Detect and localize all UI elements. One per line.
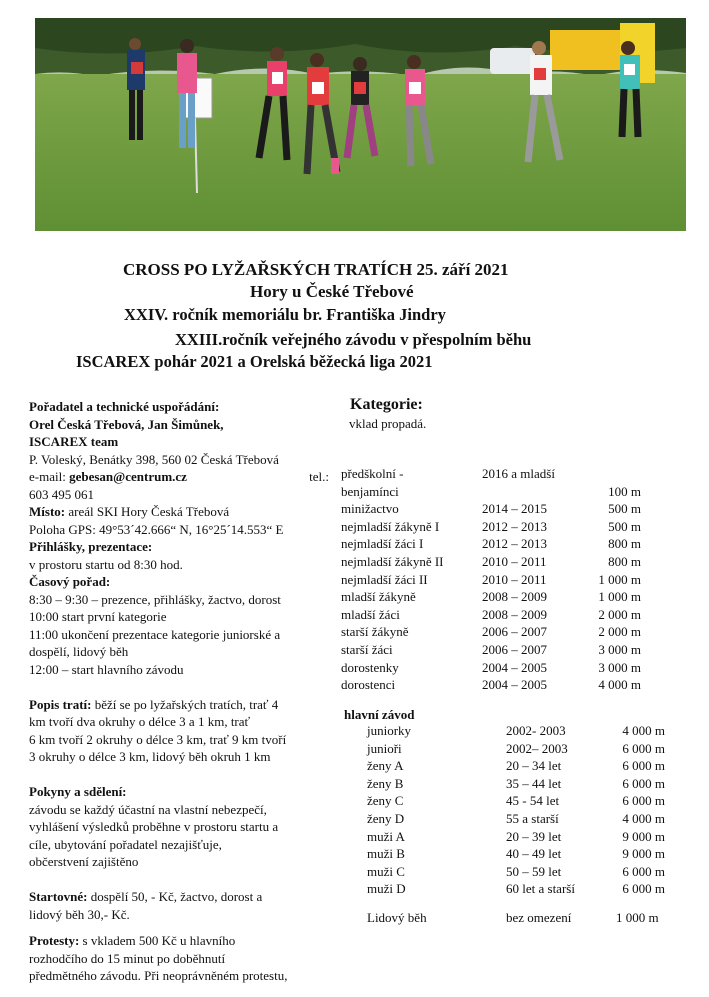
category-distance: 3 000 m — [598, 659, 641, 675]
place-label: Místo: — [29, 504, 66, 519]
category-years: 2004 – 2005 — [482, 659, 547, 675]
category-distance: 6 000 m — [622, 793, 665, 809]
category-years: 2004 – 2005 — [482, 677, 547, 693]
category-age: 50 – 59 let — [506, 863, 562, 879]
info-column — [29, 398, 329, 985]
schedule-item: 11:00 ukončení prezentace kategorie juniorské a — [29, 626, 281, 642]
category-distance: 6 000 m — [622, 758, 665, 774]
category-name: nejmladší žáci I — [341, 536, 424, 552]
category-distance: 2 000 m — [598, 606, 641, 622]
category-years: 2008 – 2009 — [482, 606, 547, 622]
category-name: muži D — [367, 881, 406, 897]
protest-line: předmětného závodu. Při neoprávněném protestu, — [29, 968, 288, 983]
category-years: 2012 – 2013 — [482, 518, 547, 534]
main-race-heading: hlavní závod — [344, 707, 415, 722]
category-name: dorostenky — [341, 659, 399, 675]
fee-line: Startovné: dospělí 50, - Kč, žactvo, dorost a — [29, 889, 263, 904]
category-age: 45 - 54 let — [506, 793, 560, 809]
category-name: minižactvo — [341, 501, 399, 517]
category-name: muži C — [367, 863, 405, 879]
cup-line: ISCAREX pohár 2021 a Orelská běžecká liga 2021 — [76, 352, 433, 371]
track-line: 6 km tvoří 2 okruhy o délce 3 km, trať 9 km tvoří — [29, 731, 287, 747]
track-line: km tvoří dva okruhy o délce 3 a 1 km, trať — [29, 714, 251, 729]
category-distance: 500 m — [608, 501, 641, 517]
public-race-line: XXIII.ročník veřejného závodu v přespolním běhu — [175, 330, 532, 349]
category-name: ženy D — [367, 810, 405, 826]
category-distance: 6 000 m — [622, 775, 665, 791]
lidovy-age: bez omezení — [506, 910, 572, 925]
category-years: 2006 – 2007 — [482, 624, 547, 640]
categories-heading: Kategorie: — [350, 396, 423, 413]
category-name: junioři — [367, 740, 402, 756]
category-age: 20 – 39 let — [506, 828, 562, 844]
organizer-names-2: ISCAREX team — [29, 434, 119, 449]
category-name: muži A — [367, 828, 405, 844]
event-title: CROSS PO LYŽAŘSKÝCH TRATÍCH 25. září 2021 — [123, 260, 509, 279]
category-distance: 500 m — [608, 518, 641, 534]
place-value: areál SKI Hory Česká Třebová — [65, 504, 230, 519]
notes-line: cíle, ubytování pořadatel nezajišťuje, — [29, 836, 222, 852]
category-distance: 800 m — [608, 553, 641, 569]
memorial-line: XXIV. ročník memoriálu br. Františka Jindry — [124, 305, 446, 324]
contact-line — [29, 468, 329, 486]
schedule-item: 12:00 – start hlavního závodu — [29, 661, 184, 677]
category-distance: 2 000 m — [598, 624, 641, 640]
category-age: 2002– 2003 — [506, 740, 568, 756]
registration-text: v prostoru startu od 8:30 hod. — [29, 556, 183, 572]
organizer-names-1: Orel Česká Třebová, Jan Šimůnek, — [29, 416, 224, 432]
category-name: juniorky — [367, 723, 412, 738]
category-name: ženy A — [367, 758, 404, 774]
category-name: předškolní - — [341, 466, 404, 481]
track-line: Popis tratí: běží se po lyžařských tratích, trať 4 — [29, 696, 279, 712]
category-name: ženy C — [367, 793, 404, 809]
fee-line: lidový běh 30,- Kč. — [29, 906, 130, 922]
category-distance: 1 000 m — [598, 571, 641, 587]
lidovy-label: Lidový běh — [367, 910, 427, 925]
category-distance: 6 000 m — [622, 863, 665, 879]
category-distance: 100 m — [608, 483, 641, 499]
track-line: 3 okruhy o délce 3 km, lidový běh okruh 1 km — [29, 749, 271, 764]
lidovy-distance: 1 000 m — [616, 910, 659, 925]
organizer-heading: Pořadatel a technické uspořádání: — [29, 399, 220, 414]
category-name: mladší žáci — [341, 606, 400, 622]
category-distance: 6 000 m — [622, 740, 665, 756]
category-name: benjamínci — [341, 483, 399, 499]
category-years: 2012 – 2013 — [482, 536, 547, 552]
protest-line: Protesty: s vkladem 500 Kč u hlavního — [29, 933, 236, 948]
category-name: starší žákyně — [341, 624, 409, 640]
category-name: dorostenci — [341, 677, 396, 693]
registration-heading: Přihlášky, prezentace: — [29, 539, 153, 554]
category-distance: 6 000 m — [622, 881, 665, 897]
category-years: 2006 – 2007 — [482, 641, 547, 657]
category-distance: 4 000 m — [622, 810, 665, 826]
tel-label: tel.: — [309, 469, 329, 484]
category-years: 2016 a mladší — [482, 466, 555, 481]
deposit-note: vklad propadá. — [349, 416, 427, 431]
notes-line: vyhlášení výsledků proběhne v prostoru startu a — [29, 819, 279, 834]
category-distance: 3 000 m — [598, 641, 641, 657]
schedule-heading: Časový pořad: — [29, 574, 111, 589]
protest-line: rozhodčího do 15 minut po doběhnutí — [29, 950, 226, 966]
category-years: 2014 – 2015 — [482, 501, 547, 517]
category-years: 2010 – 2011 — [482, 553, 547, 569]
schedule-item: 8:30 – 9:30 – prezence, přihlášky, žactvo, dorost — [29, 591, 281, 607]
category-age: 55 a starší — [506, 810, 559, 826]
category-distance: 4 000 m — [622, 723, 665, 738]
category-name: ženy B — [367, 775, 404, 791]
category-age: 60 let a starší — [506, 881, 575, 897]
notes-line: občerstvení zajištěno — [29, 854, 139, 869]
schedule-item: 10:00 start první kategorie — [29, 609, 167, 624]
category-distance: 800 m — [608, 536, 641, 552]
category-name: nejmladší žákyně I — [341, 518, 440, 534]
gps-line: Poloha GPS: 49°53´42.666“ N, 16°25´14.553“ E — [29, 521, 284, 537]
category-age: 40 – 49 let — [506, 846, 562, 862]
protest-label: Protesty: — [29, 933, 80, 948]
organizer-address: P. Voleský, Benátky 398, 560 02 Česká Třebová — [29, 451, 279, 467]
category-name: nejmladší žáci II — [341, 571, 428, 587]
notes-line: závodu se každý účastní na vlastní nebezpečí, — [29, 801, 267, 817]
category-years: 2008 – 2009 — [482, 589, 547, 605]
notes-heading: Pokyny a sdělení: — [29, 784, 127, 799]
category-age: 20 – 34 let — [506, 758, 562, 774]
event-location: Hory u České Třebové — [250, 282, 414, 301]
category-name: nejmladší žákyně II — [341, 553, 444, 569]
track-label: Popis tratí: — [29, 696, 92, 712]
category-distance: 1 000 m — [598, 589, 641, 605]
email-label: e-mail: — [29, 469, 70, 484]
category-name: starší žáci — [341, 641, 393, 657]
category-age: 35 – 44 let — [506, 775, 562, 791]
category-name: muži B — [367, 846, 405, 862]
phone-number: 603 495 061 — [29, 486, 94, 502]
category-distance: 9 000 m — [622, 828, 665, 844]
category-distance: 4 000 m — [598, 677, 641, 693]
email-link[interactable]: gebesan@centrum.cz — [69, 469, 187, 484]
category-age: 2002- 2003 — [506, 723, 566, 738]
category-years: 2010 – 2011 — [482, 571, 547, 587]
fee-label: Startovné: — [29, 889, 88, 904]
race-photo — [35, 18, 686, 231]
category-name: mladší žákyně — [341, 589, 416, 605]
category-distance: 9 000 m — [622, 846, 665, 862]
place-line — [29, 503, 329, 521]
schedule-item: dospělí, lidový běh — [29, 644, 129, 659]
